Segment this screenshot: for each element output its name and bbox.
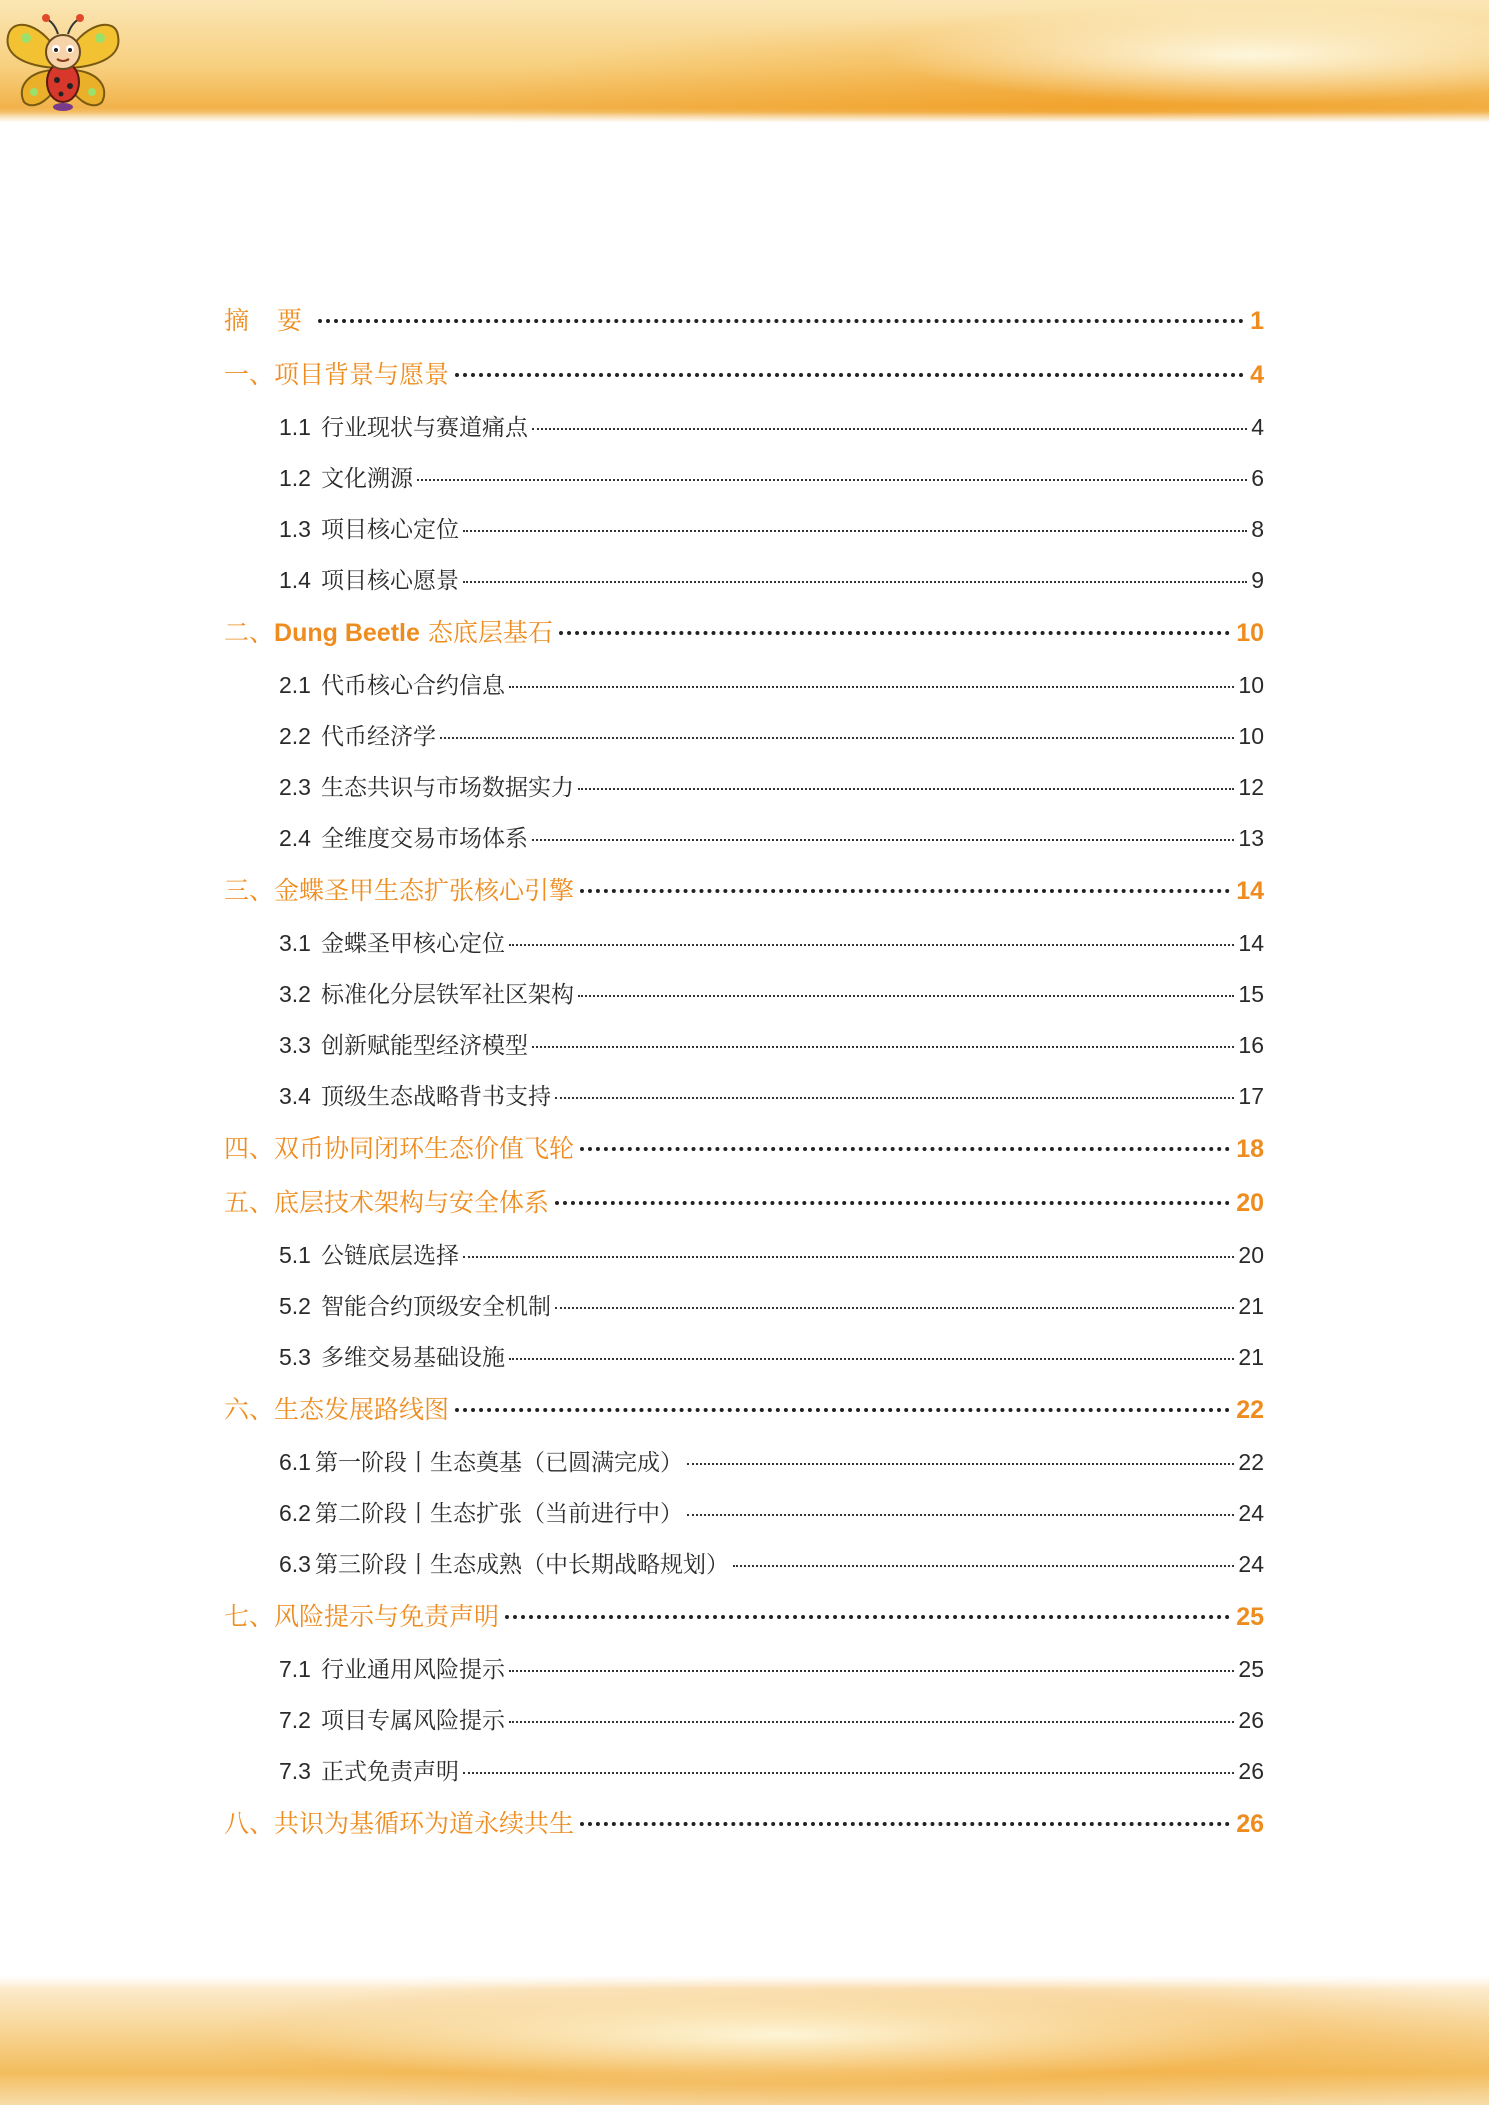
- toc-section-number: 3.4: [279, 1083, 311, 1109]
- toc-entry-1-2[interactable]: [224, 460, 1264, 511]
- toc-entry-3-1[interactable]: [224, 925, 1264, 976]
- toc-title: 七、风险提示与免责声明: [224, 1602, 500, 1631]
- toc-section-number: 7.2: [279, 1707, 311, 1733]
- toc-title: 生态共识与市场数据实力: [320, 775, 574, 801]
- toc-page-number: 12: [1238, 774, 1264, 800]
- toc-title: 代币核心合约信息: [320, 673, 505, 699]
- toc-entry-6-2[interactable]: [224, 1495, 1264, 1546]
- dot-leader: [580, 889, 1230, 893]
- dot-leader: [509, 1670, 1234, 1672]
- toc-page-number: 26: [1238, 1758, 1264, 1784]
- toc-section-number: 2.1: [279, 672, 311, 698]
- toc-entry-5-2[interactable]: [224, 1288, 1264, 1339]
- toc-page-number: 10: [1238, 672, 1264, 698]
- toc-page-number: 9: [1251, 567, 1264, 593]
- dot-leader: [687, 1514, 1234, 1516]
- toc-page-number: 24: [1238, 1500, 1264, 1526]
- table-of-contents: [224, 301, 1264, 1858]
- toc-section-number: 5.1: [279, 1242, 311, 1268]
- toc-page-number: 17: [1238, 1083, 1264, 1109]
- toc-title: 第二阶段丨生态扩张（当前进行中）: [314, 1501, 683, 1527]
- toc-page-number: 22: [1236, 1396, 1264, 1424]
- toc-section-number: 6.2: [279, 1500, 311, 1526]
- dot-leader: [509, 944, 1234, 946]
- dot-leader: [455, 1408, 1230, 1412]
- toc-entry-6-1[interactable]: [224, 1444, 1264, 1495]
- toc-entry-chapter-8[interactable]: [224, 1804, 1264, 1858]
- dot-leader: [555, 1097, 1234, 1099]
- toc-title: 公链底层选择: [320, 1243, 459, 1269]
- toc-title: 多维交易基础设施: [320, 1345, 505, 1371]
- toc-entry-5-1[interactable]: [224, 1237, 1264, 1288]
- toc-entry-2-2[interactable]: [224, 718, 1264, 769]
- toc-page-number: 8: [1251, 516, 1264, 542]
- toc-title: 文化溯源: [320, 466, 413, 492]
- dot-leader: [505, 1615, 1230, 1619]
- toc-title: 正式免责声明: [320, 1759, 459, 1785]
- dot-leader: [555, 1201, 1230, 1205]
- toc-page-number: 25: [1236, 1603, 1264, 1631]
- dot-leader: [440, 737, 1234, 739]
- toc-section-number: 3.2: [279, 981, 311, 1007]
- toc-page-number: 6: [1251, 465, 1264, 491]
- toc-entry-7-1[interactable]: [224, 1651, 1264, 1702]
- dot-leader: [463, 1256, 1234, 1258]
- toc-title: 创新赋能型经济模型: [320, 1033, 528, 1059]
- toc-entry-chapter-5[interactable]: [224, 1183, 1264, 1237]
- toc-title: 全维度交易市场体系: [320, 826, 528, 852]
- toc-title: 摘 要: [224, 306, 312, 335]
- dot-leader: [509, 1358, 1234, 1360]
- dot-leader: [580, 1822, 1230, 1826]
- toc-title: 金蝶圣甲核心定位: [320, 931, 505, 957]
- toc-section-number: 6.1: [279, 1449, 311, 1475]
- toc-entry-1-3[interactable]: [224, 511, 1264, 562]
- dot-leader: [463, 1772, 1234, 1774]
- toc-entry-abstract[interactable]: [224, 301, 1264, 355]
- toc-section-number: 1.3: [279, 516, 311, 542]
- toc-title: 第一阶段丨生态奠基（已圆满完成）: [314, 1450, 683, 1476]
- toc-title: 顶级生态战略背书支持: [320, 1084, 551, 1110]
- dot-leader: [532, 1046, 1234, 1048]
- toc-entry-3-2[interactable]: [224, 976, 1264, 1027]
- toc-page-number: 15: [1238, 981, 1264, 1007]
- toc-page-number: 14: [1238, 930, 1264, 956]
- dot-leader: [509, 1721, 1234, 1723]
- toc-page-number: 4: [1250, 361, 1264, 389]
- toc-title: 四、双币协同闭环生态价值飞轮: [224, 1134, 575, 1163]
- toc-page-number: 13: [1238, 825, 1264, 851]
- toc-page-number: 26: [1238, 1707, 1264, 1733]
- dot-leader: [578, 995, 1234, 997]
- toc-title: 项目核心愿景: [320, 568, 459, 594]
- dot-leader: [578, 788, 1234, 790]
- toc-entry-1-1[interactable]: [224, 409, 1264, 460]
- toc-entry-chapter-2[interactable]: [224, 613, 1264, 667]
- toc-page-number: 18: [1236, 1135, 1264, 1163]
- toc-title: 六、生态发展路线图: [224, 1395, 450, 1424]
- toc-title: 行业通用风险提示: [320, 1657, 505, 1683]
- dot-leader: [318, 319, 1244, 323]
- toc-entry-chapter-3[interactable]: [224, 871, 1264, 925]
- dot-leader: [580, 1147, 1230, 1151]
- dot-leader: [417, 479, 1247, 481]
- toc-section-number: 3.1: [279, 930, 311, 956]
- toc-title: 第三阶段丨生态成熟（中长期战略规划）: [314, 1552, 729, 1578]
- toc-page-number: 1: [1250, 307, 1264, 335]
- footer-banner: [0, 1975, 1489, 2105]
- toc-page-number: 24: [1238, 1551, 1264, 1577]
- toc-section-number: 2.3: [279, 774, 311, 800]
- toc-page-number: 10: [1238, 723, 1264, 749]
- toc-title: 代币经济学: [320, 724, 436, 750]
- toc-title: 行业现状与赛道痛点: [320, 415, 528, 441]
- toc-page-number: 14: [1236, 877, 1264, 905]
- toc-entry-2-1[interactable]: [224, 667, 1264, 718]
- dot-leader: [509, 686, 1234, 688]
- toc-section-number: 6.3: [279, 1551, 311, 1577]
- toc-title-prefix: 二、: [224, 618, 275, 647]
- toc-page-number: 21: [1238, 1344, 1264, 1370]
- toc-entry-3-3[interactable]: [224, 1027, 1264, 1078]
- toc-entry-5-3[interactable]: [224, 1339, 1264, 1390]
- toc-title: 一、项目背景与愿景: [224, 360, 450, 389]
- toc-title: 项目专属风险提示: [320, 1708, 505, 1734]
- toc-title: [224, 613, 553, 649]
- dot-leader: [687, 1463, 1234, 1465]
- butterfly-ladybug-mascot-logo: [4, 12, 122, 112]
- toc-page-number: 22: [1238, 1449, 1264, 1475]
- toc-section-number: 1.1: [279, 414, 311, 440]
- toc-page-number: 4: [1251, 414, 1264, 440]
- toc-page-number: 26: [1236, 1810, 1264, 1838]
- dot-leader: [463, 581, 1247, 583]
- toc-title: 五、底层技术架构与安全体系: [224, 1188, 550, 1217]
- toc-section-number: 1.2: [279, 465, 311, 491]
- toc-entry-2-4[interactable]: [224, 820, 1264, 871]
- dot-leader: [559, 631, 1230, 635]
- toc-page-number: 20: [1236, 1189, 1264, 1217]
- toc-section-number: 2.4: [279, 825, 311, 851]
- toc-entry-3-4[interactable]: [224, 1078, 1264, 1129]
- toc-entry-7-2[interactable]: [224, 1702, 1264, 1753]
- toc-page-number: 10: [1236, 619, 1264, 647]
- dot-leader: [455, 373, 1244, 377]
- toc-section-number: 5.2: [279, 1293, 311, 1319]
- dot-leader: [532, 839, 1234, 841]
- toc-entry-chapter-1[interactable]: [224, 355, 1264, 409]
- toc-entry-chapter-4[interactable]: [224, 1129, 1264, 1183]
- toc-section-number: 7.1: [279, 1656, 311, 1682]
- dot-leader: [733, 1565, 1234, 1567]
- toc-section-number: 5.3: [279, 1344, 311, 1370]
- toc-title-rest: 态底层基石: [427, 618, 553, 647]
- toc-entry-2-3[interactable]: [224, 769, 1264, 820]
- toc-title: 八、共识为基循环为道永续共生: [224, 1809, 575, 1838]
- toc-entry-7-3[interactable]: [224, 1753, 1264, 1804]
- toc-title-latin: Dung Beetle: [274, 619, 420, 647]
- toc-page-number: 25: [1238, 1656, 1264, 1682]
- dot-leader: [463, 530, 1247, 532]
- toc-page-number: 20: [1238, 1242, 1264, 1268]
- toc-entry-chapter-7[interactable]: [224, 1597, 1264, 1651]
- toc-section-number: 2.2: [279, 723, 311, 749]
- toc-section-number: 1.4: [279, 567, 311, 593]
- toc-entry-6-3[interactable]: [224, 1546, 1264, 1597]
- toc-title: 项目核心定位: [320, 517, 459, 543]
- toc-page-number: 16: [1238, 1032, 1264, 1058]
- toc-page-number: 21: [1238, 1293, 1264, 1319]
- dot-leader: [532, 428, 1247, 430]
- toc-entry-1-4[interactable]: [224, 562, 1264, 613]
- toc-title: 标准化分层铁军社区架构: [320, 982, 574, 1008]
- toc-section-number: 3.3: [279, 1032, 311, 1058]
- toc-entry-chapter-6[interactable]: [224, 1390, 1264, 1444]
- toc-title: 三、金蝶圣甲生态扩张核心引擎: [224, 876, 575, 905]
- dot-leader: [555, 1307, 1234, 1309]
- toc-title: 智能合约顶级安全机制: [320, 1294, 551, 1320]
- toc-section-number: 7.3: [279, 1758, 311, 1784]
- header-banner: [0, 0, 1489, 122]
